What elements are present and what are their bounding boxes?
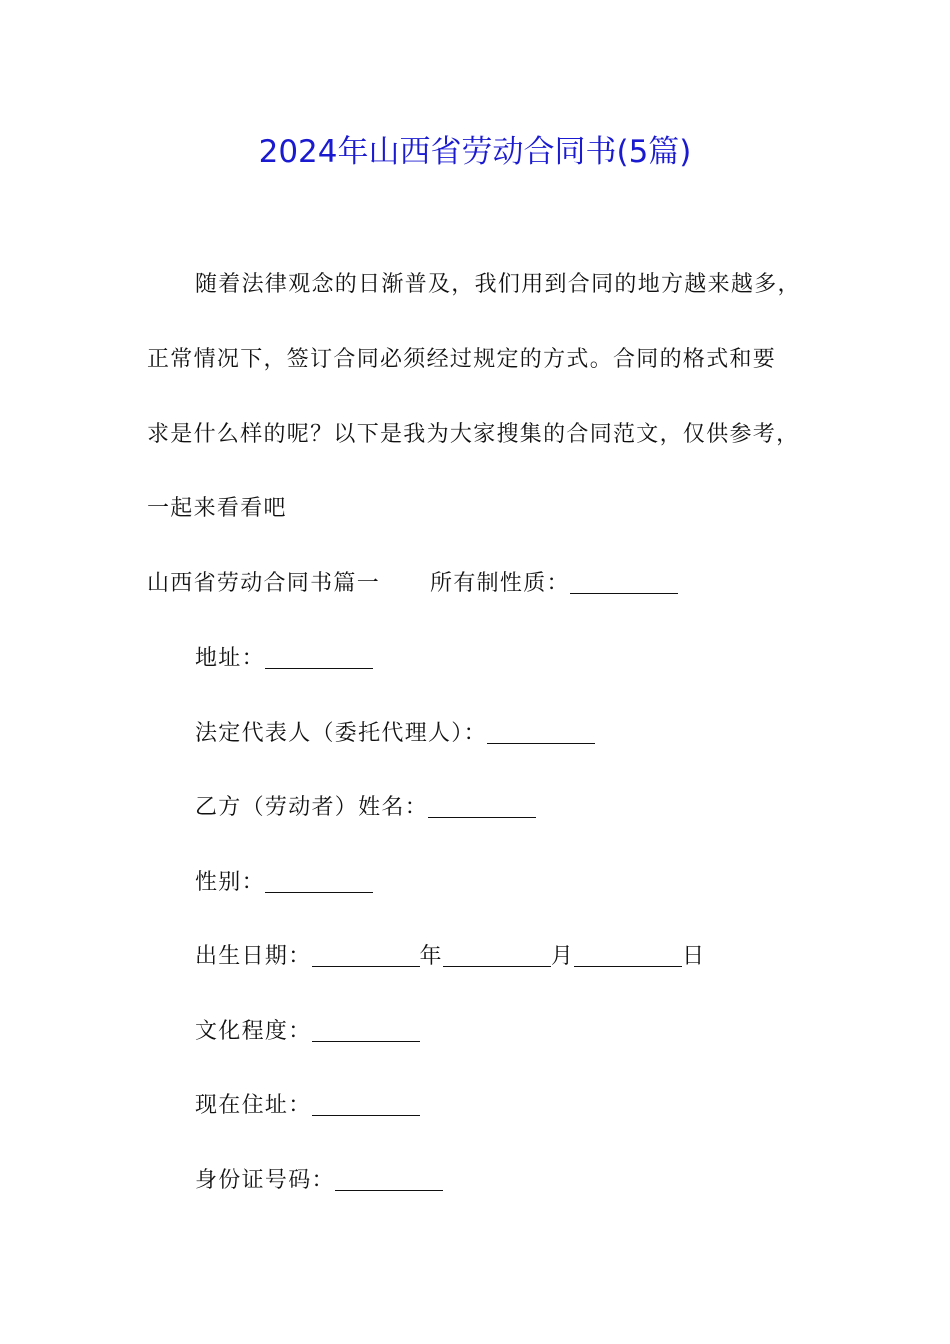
birth-year-blank[interactable] [312, 944, 420, 967]
party-b-name-blank[interactable] [428, 795, 536, 818]
party-b-name-row [195, 792, 536, 824]
education-blank[interactable] [312, 1019, 420, 1042]
section-heading: 山西省劳动合同书篇一 [147, 571, 381, 596]
intro-line-2: 正常情况下，签订合同必须经过规定的方式。合同的格式和要 [147, 347, 777, 372]
current-address-label: 现在住址： [195, 1093, 312, 1118]
birth-month-blank[interactable] [443, 944, 551, 967]
ownership-label: 所有制性质： [430, 571, 570, 596]
current-address-blank[interactable] [312, 1093, 420, 1116]
id-number-row [195, 1165, 443, 1197]
id-number-blank[interactable] [335, 1168, 443, 1191]
id-number-label: 身份证号码： [195, 1168, 335, 1193]
education-row [195, 1016, 420, 1048]
gender-blank[interactable] [265, 870, 373, 893]
intro-line-1: 随着法律观念的日渐普及，我们用到合同的地方越来越多， [195, 272, 801, 297]
day-label: 日 [682, 944, 706, 969]
address-row [195, 643, 373, 675]
current-address-row [195, 1090, 420, 1122]
birth-day-blank[interactable] [574, 944, 682, 967]
legal-rep-label: 法定代表人（委托代理人）： [195, 721, 487, 746]
birth-date-label: 出生日期： [195, 944, 312, 969]
party-b-name-label: 乙方（劳动者）姓名： [195, 795, 429, 820]
gender-label: 性别： [195, 870, 265, 895]
legal-rep-row [195, 718, 595, 750]
ownership-blank[interactable] [570, 571, 678, 594]
birth-date-row [195, 941, 705, 973]
year-label: 年 [419, 944, 443, 969]
intro-line-3: 求是什么样的呢？以下是我为大家搜集的合同范文，仅供参考， [147, 422, 800, 447]
gender-row [195, 867, 373, 899]
section-heading-row [147, 568, 678, 600]
intro-line-4: 一起来看看吧 [147, 496, 287, 521]
legal-rep-blank[interactable] [487, 721, 595, 744]
education-label: 文化程度： [195, 1019, 312, 1044]
document-title: 2024年山西省劳动合同书(5篇) [258, 134, 692, 170]
address-blank[interactable] [265, 646, 373, 669]
address-label: 地址： [195, 646, 265, 671]
month-label: 月 [550, 944, 575, 969]
